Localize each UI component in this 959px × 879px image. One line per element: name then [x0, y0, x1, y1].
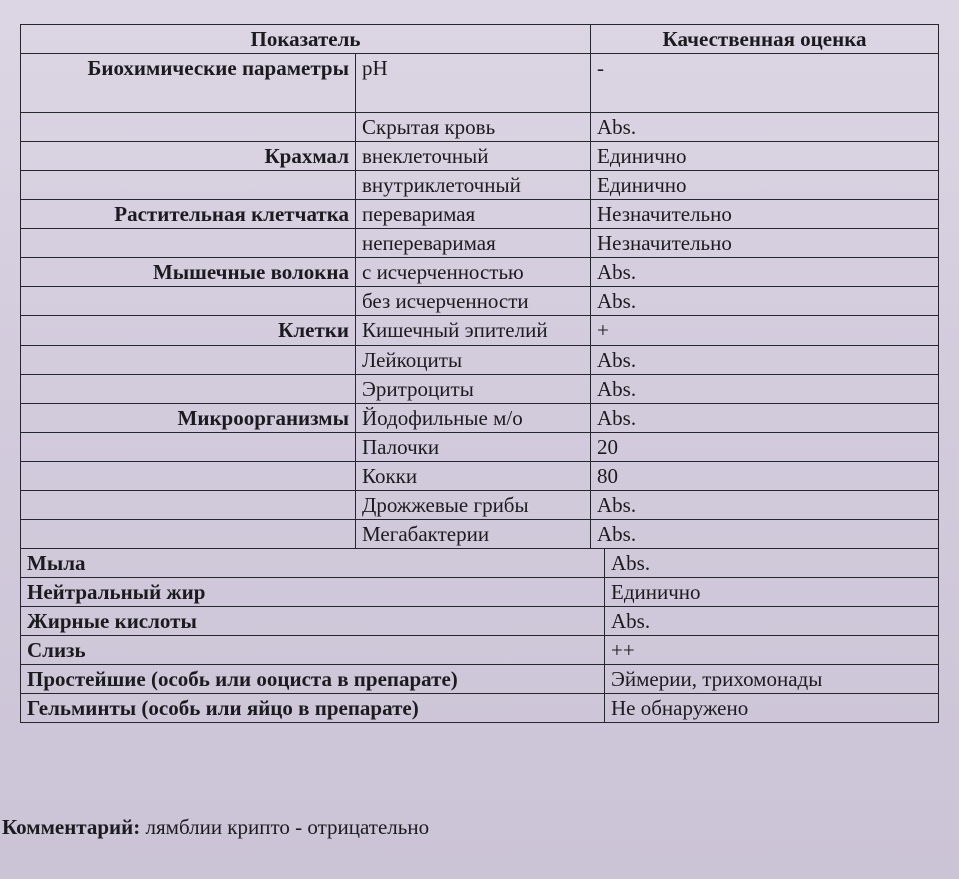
table-row: [21, 200, 939, 229]
param-value: Abs.: [591, 258, 939, 287]
table-row: [21, 142, 939, 171]
group-label: [21, 491, 356, 520]
group-label: [21, 229, 356, 258]
wide-label: Простейшие (особь или ооциста в препарате): [21, 665, 605, 694]
param-label: переваримая: [356, 200, 591, 229]
group-label: [21, 287, 356, 316]
param-label: Палочки: [356, 433, 591, 462]
param-label: Дрожжевые грибы: [356, 491, 591, 520]
comment-text: лямблии крипто - отрицательно: [145, 815, 430, 839]
table-row: [21, 316, 939, 346]
param-label: Лейкоциты: [356, 346, 591, 375]
param-label: Скрытая кровь: [356, 113, 591, 142]
table-row-wide: [21, 549, 939, 578]
param-value: 20: [591, 433, 939, 462]
table-row: [21, 171, 939, 200]
param-value: +: [591, 316, 939, 346]
param-label: Эритроциты: [356, 375, 591, 404]
group-label: Микроорганизмы: [21, 404, 356, 433]
table-row: [21, 375, 939, 404]
wide-label: Слизь: [21, 636, 605, 665]
param-value: Незначительно: [591, 200, 939, 229]
param-label: [356, 316, 591, 346]
table-row: [21, 520, 939, 549]
group-label: [21, 113, 356, 142]
param-label: pH: [356, 54, 591, 113]
header-indicator: Показатель: [21, 25, 591, 54]
param-label: с исчерченностью: [356, 258, 591, 287]
param-label-text: Кишечный эпителий: [362, 318, 548, 342]
param-value: Abs.: [591, 113, 939, 142]
comment-label: Комментарий:: [2, 815, 141, 839]
param-value: 80: [591, 462, 939, 491]
table-row: [21, 433, 939, 462]
param-label: Йодофильные м/о: [356, 404, 591, 433]
header-assessment: Качественная оценка: [591, 25, 939, 54]
group-label: Клетки: [21, 316, 356, 346]
param-value: -: [591, 54, 939, 113]
param-label: внеклеточный: [356, 142, 591, 171]
param-label: без исчерченности: [356, 287, 591, 316]
group-label: [21, 375, 356, 404]
wide-label: Жирные кислоты: [21, 607, 605, 636]
param-value: Abs.: [591, 491, 939, 520]
table-row: [21, 462, 939, 491]
results-table: [20, 24, 939, 723]
table-header-row: [21, 25, 939, 54]
param-label: непереваримая: [356, 229, 591, 258]
group-label: [21, 462, 356, 491]
wide-label: Гельминты (особь или яйцо в препарате): [21, 694, 605, 723]
param-value: Abs.: [591, 287, 939, 316]
wide-label: Нейтральный жир: [21, 578, 605, 607]
param-label: внутриклеточный: [356, 171, 591, 200]
table-row-wide: [21, 665, 939, 694]
wide-label: Мыла: [21, 549, 605, 578]
wide-value: Не обнаружено: [605, 694, 939, 723]
table-row: [21, 287, 939, 316]
comment-line: [2, 812, 952, 842]
param-value: Незначительно: [591, 229, 939, 258]
table-row: [21, 404, 939, 433]
param-value: Единично: [591, 142, 939, 171]
param-value: Abs.: [591, 346, 939, 375]
param-value: Abs.: [591, 404, 939, 433]
wide-value: ++: [605, 636, 939, 665]
group-label: [21, 171, 356, 200]
param-label: Кокки: [356, 462, 591, 491]
table-row-wide: [21, 636, 939, 665]
group-label: Растительная клетчатка: [21, 200, 356, 229]
wide-value: Abs.: [605, 549, 939, 578]
group-label: [21, 346, 356, 375]
table-row: [21, 113, 939, 142]
table-row-wide: [21, 694, 939, 723]
param-value: Abs.: [591, 375, 939, 404]
group-label: [21, 433, 356, 462]
wide-value: Эймерии, трихомонады: [605, 665, 939, 694]
table-row-wide: [21, 578, 939, 607]
table-row-wide: [21, 607, 939, 636]
group-label: Крахмал: [21, 142, 356, 171]
group-label: Биохимические параметры: [21, 54, 356, 113]
group-label: [21, 520, 356, 549]
group-label: Мышечные волокна: [21, 258, 356, 287]
table-row: [21, 229, 939, 258]
wide-value: Единично: [605, 578, 939, 607]
table-row: [21, 346, 939, 375]
wide-value: Abs.: [605, 607, 939, 636]
table-row: [21, 491, 939, 520]
table-row: [21, 54, 939, 113]
param-label: Мегабактерии: [356, 520, 591, 549]
table-row: [21, 258, 939, 287]
param-value: Единично: [591, 171, 939, 200]
param-value: Abs.: [591, 520, 939, 549]
